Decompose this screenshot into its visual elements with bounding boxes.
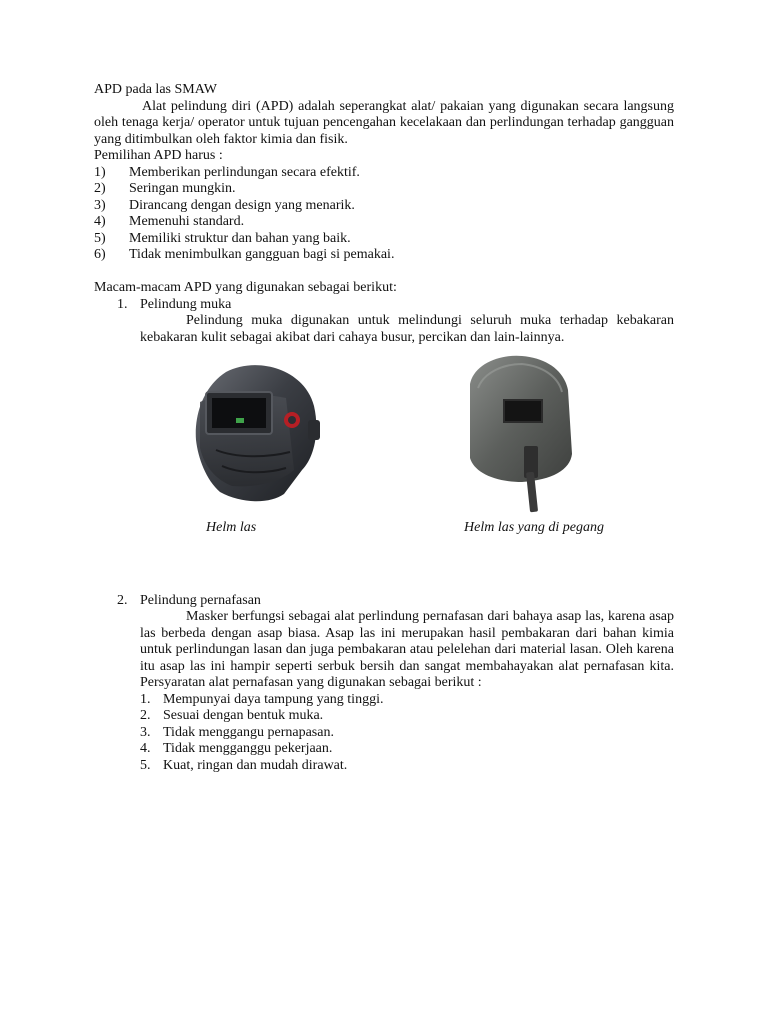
list-item: 6) Tidak menimbulkan gangguan bagi si pemakai.	[94, 247, 395, 262]
list-item: 5) Memiliki struktur dan bahan yang baik.	[94, 230, 351, 246]
list-item: 1. Mempunyai daya tampung yang tinggi.	[140, 691, 384, 707]
list-item: 5. Kuat, ringan dan mudah dirawat.	[140, 757, 348, 773]
intro-paragraph: Alat pelindung diri (APD) adalah seperangkat alat/ pakaian yang digunakan secara langsung oleh tenaga kerja/ operator untuk tujuan pencengahan kecelakaan dan perlindungan terhadap gangguan yang ditimbulkan oleh faktor kimia dan fisik.	[94, 98, 674, 147]
list-item: 4. Tidak mengganggu pekerjaan.	[140, 741, 333, 756]
section-heading-face-protection: 1. Pelindung muka	[117, 296, 232, 312]
list-item: 1) Memberikan perlindungan secara efektif.	[94, 164, 360, 180]
figure-caption: Helm las yang di pegang	[464, 520, 604, 535]
spacer	[94, 576, 674, 593]
types-heading: Macam-macam APD yang digunakan sebagai berikut:	[94, 280, 397, 295]
document-content	[94, 82, 674, 774]
figure-caption: Helm las	[206, 520, 257, 535]
section-body-respiratory-protection: Masker berfungsi sebagai alat perlindung pernafasan dari bahaya asap las, karena asap las berbeda dengan asap biasa. Asap las ini merupakan hasil pembakaran dari bahan kimia untuk perlindungan lasan dan juga pembakaran atau pelelehan dari material lasan. Oleh karena itu asap las ini hampir seperti serbuk bersih dan sangat membahayakan alat pernafasan kita. Persyaratan alat pernafasan yang digunakan sebagai berikut : 1. Mempunyai daya tampung yang tinggi. 2. Sesuai dengan bentuk muka. 3. Tidak menggangu pernapasan. 4. Tidak mengganggu pekerjaan. 5. Kuat, ringan dan mudah dirawat.	[140, 609, 674, 773]
list-item: 3. Tidak menggangu pernapasan.	[140, 724, 334, 740]
list-item: 2. Sesuai dengan bentuk muka.	[140, 708, 324, 723]
section-heading-respiratory-protection: 2. Pelindung pernafasan	[117, 592, 261, 608]
spacer	[94, 264, 674, 281]
document-title: APD pada las SMAW	[94, 82, 217, 97]
welding-helmet-icon	[186, 362, 324, 504]
list-item: 2) Seringan mungkin.	[94, 181, 236, 196]
selection-heading: Pemilihan APD harus :	[94, 148, 223, 163]
list-item: 4) Memenuhi standard.	[94, 214, 245, 229]
section-body-face-protection: Pelindung muka digunakan untuk melindungi seluruh muka terhadap kebakaran kebakaran kulit sebagai akibat dari cahaya busur, percikan dan lain-lainnya.	[140, 313, 674, 345]
respiratory-requirements-list	[140, 692, 674, 775]
list-item: 3) Dirancang dengan design yang menarik.	[94, 197, 355, 213]
selection-list	[94, 165, 674, 264]
handheld-welding-shield-icon	[460, 354, 580, 514]
figure-row	[94, 346, 674, 576]
